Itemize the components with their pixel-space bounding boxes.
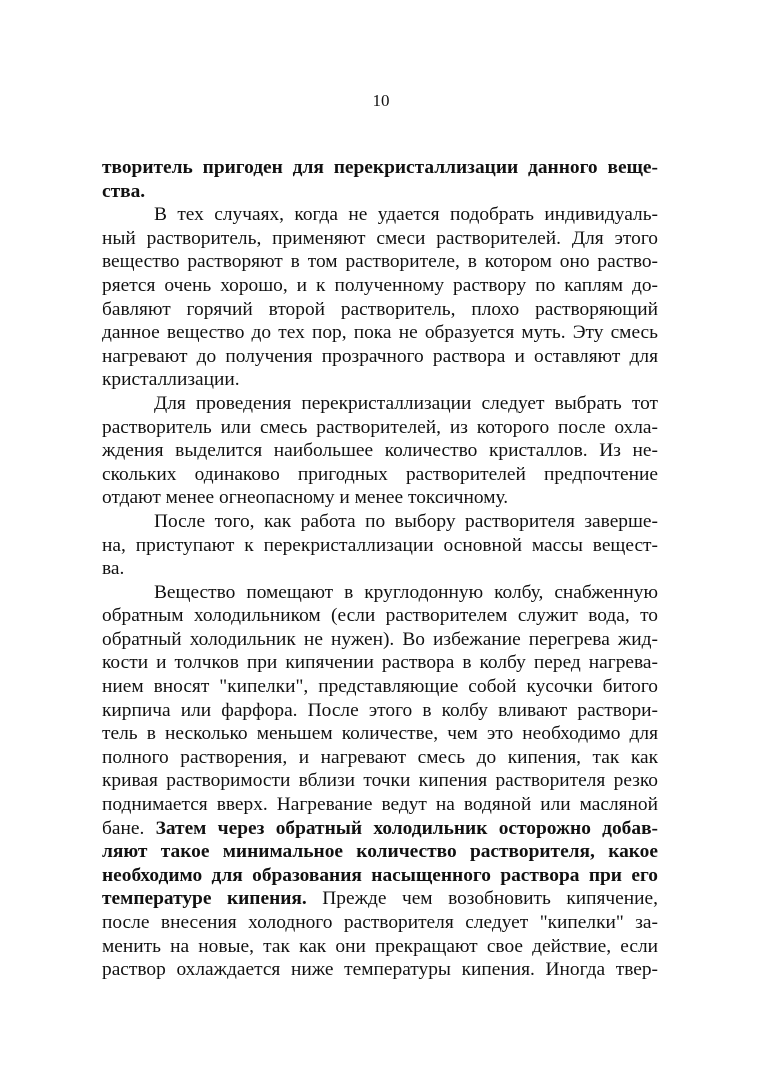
text-line [102, 864, 658, 888]
text-run: ва. [102, 558, 125, 580]
text-run: бане. [102, 817, 156, 839]
text-line [102, 368, 658, 392]
text-line [102, 722, 658, 746]
text-line [102, 274, 658, 298]
text-line [102, 675, 658, 699]
text-line [102, 581, 658, 605]
text-run: ждения выделится наибольшее количество кристаллов. Из не- [102, 440, 658, 462]
text-line [102, 840, 658, 864]
text-line [102, 510, 658, 534]
text-line [102, 486, 658, 510]
text-run: раствор охлаждается ниже температуры кипения. Иногда твер- [102, 959, 658, 981]
text-line [102, 911, 658, 935]
text-line [102, 156, 658, 180]
text-run: тель в несколько меньшем количестве, чем это необходимо для [102, 723, 658, 745]
text-run: полного растворения, и нагревают смесь до кипения, так как [102, 746, 658, 768]
text-run: нагревают до получения прозрачного раствора и оставляют для [102, 345, 658, 367]
text-run: Прежде чем возобновить кипячение, [306, 888, 658, 910]
text-line [102, 887, 658, 911]
text-run: растворитель или смесь растворителей, из которого после охла- [102, 416, 658, 438]
paragraph [102, 392, 658, 510]
bold-text-run: Затем через обратный холодильник осторожно добав- [155, 817, 659, 839]
text-run: обратным холодильником (если растворителем служит вода, то [102, 605, 658, 627]
bold-text-run: температуре кипения. [102, 888, 307, 910]
text-line [102, 439, 658, 463]
text-run: поднимается вверх. Нагревание ведут на водяной или масляной [102, 794, 658, 816]
body-text [102, 156, 658, 982]
text-line [102, 699, 658, 723]
page-number: 10 [372, 91, 390, 110]
text-line [102, 298, 658, 322]
text-run: менить на новые, так как они прекращают свое действие, если [102, 935, 658, 957]
text-run: После того, как работа по выбору растворителя заверше- [154, 510, 658, 532]
text-run: бавляют горячий второй растворитель, плохо растворяющий [102, 298, 658, 320]
text-run: вещество растворяют в том растворителе, в котором оно раство- [102, 251, 658, 273]
text-line [102, 935, 658, 959]
text-run: после внесения холодного растворителя следует "кипелки" за- [102, 912, 658, 933]
text-run: кирпича или фарфора. После этого в колбу вливают раствори- [102, 699, 658, 721]
text-line [102, 203, 658, 227]
text-run: скольких одинаково пригодных растворителей предпочтение [102, 463, 658, 485]
text-line [102, 604, 658, 628]
bold-text-run: творитель пригоден для перекристаллизации данного веще- [102, 157, 658, 178]
text-run: ный растворитель, применяют смеси растворителей. Для этого [102, 227, 658, 249]
text-run: отдают менее огнеопасному и менее токсичному. [102, 487, 509, 509]
text-line [102, 651, 658, 675]
text-line [102, 227, 658, 251]
text-line [102, 769, 658, 793]
text-run: ряется очень хорошо, и к полученному раствору по каплям до- [102, 274, 658, 296]
paragraph [102, 156, 658, 203]
paragraph [102, 581, 658, 982]
text-line [102, 557, 658, 581]
text-line [102, 817, 658, 841]
text-line [102, 628, 658, 652]
text-run: кривая растворимости вблизи точки кипения растворителя резко [102, 770, 658, 792]
text-run: на, приступают к перекристаллизации основной массы вещест- [102, 534, 658, 556]
bold-text-run: ляют такое минимальное количество растворителя, какое [102, 841, 658, 863]
text-run: Вещество помещают в круглодонную колбу, снабженную [154, 581, 658, 603]
text-line [102, 180, 658, 204]
text-line [102, 392, 658, 416]
text-line [102, 416, 658, 440]
text-line [102, 746, 658, 770]
paragraph [102, 203, 658, 392]
text-run: В тех случаях, когда не удается подобрать индивидуаль- [154, 204, 658, 226]
text-line [102, 958, 658, 982]
text-run: нием вносят "кипелки", представляющие собой кусочки битого [102, 676, 658, 698]
text-run: кости и толчков при кипячении раствора в колбу перед нагрева- [102, 652, 658, 674]
text-line [102, 250, 658, 274]
text-run: обратный холодильник не нужен). Во избежание перегрева жид- [102, 628, 658, 650]
text-run: кристаллизации. [102, 369, 240, 391]
text-line [102, 321, 658, 345]
text-line [102, 463, 658, 487]
bold-text-run: необходимо для образования насыщенного раствора при его [102, 864, 658, 886]
text-line [102, 534, 658, 558]
text-run: данное вещество до тех пор, пока не образуется муть. Эту смесь [102, 322, 658, 344]
text-run: Для проведения перекристаллизации следует выбрать тот [154, 392, 658, 414]
text-line [102, 345, 658, 369]
paragraph [102, 510, 658, 581]
text-line [102, 793, 658, 817]
bold-text-run: ства. [102, 180, 146, 202]
